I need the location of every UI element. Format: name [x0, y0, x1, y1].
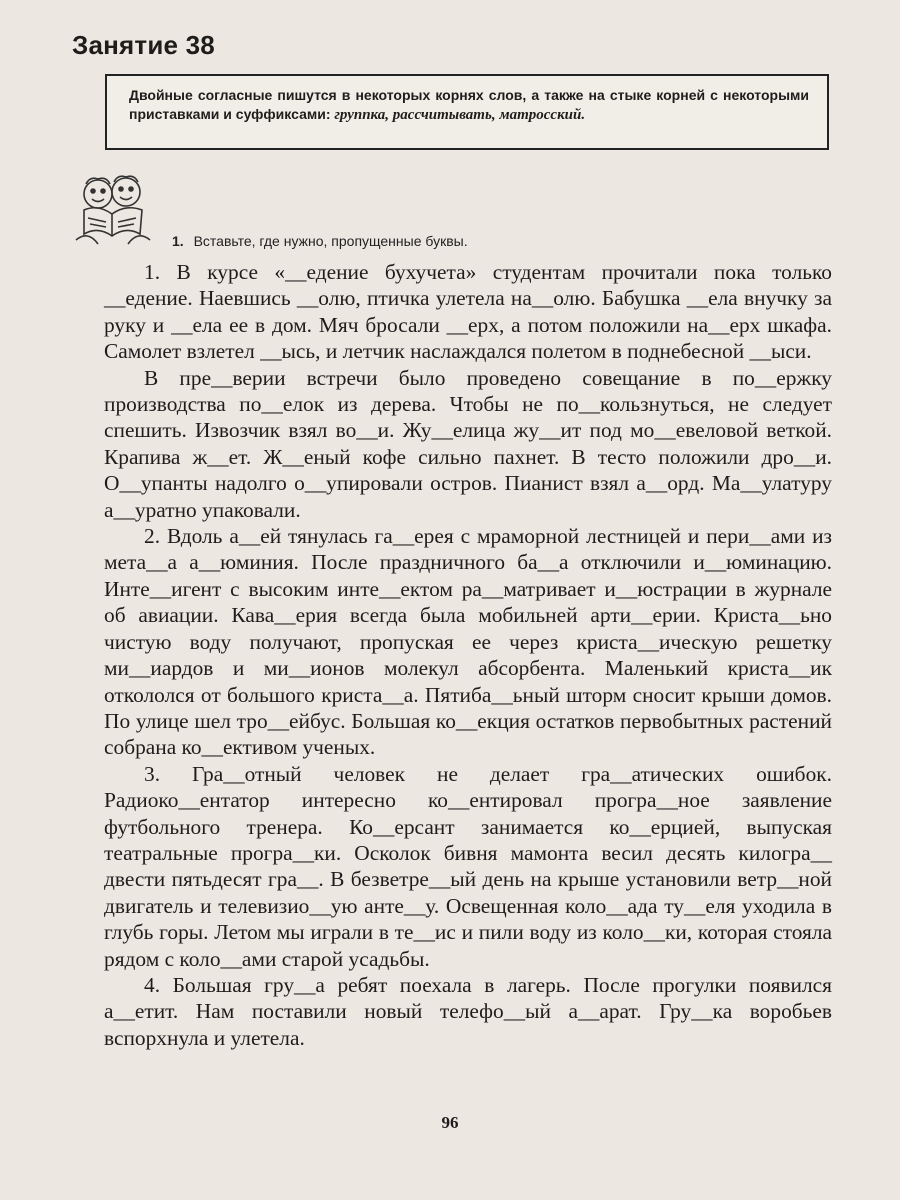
page-number: 96 — [441, 1113, 459, 1132]
exercise-paragraph: 4. Большая гру__а ребят поехала в лагерь. После прогулки появился а__етит. Нам поставили новый телефо__ый а__арат. Гру__ка воробьев вспорхнула и улетела. — [104, 972, 832, 1050]
exercise-paragraph: 2. Вдоль а__ей тянулась га__ерея с мраморной лестницей и пери__ами из мета__а а__юминия. После праздничного ба__а отключили и__юминацию. Инте__игент с высоким инте__ектом ра__матривает и__юстрации в журнале об авиации. Кава__ерия всегда была мобильней арти__ерии. Криста__ьно чистую воду получают, пропуская ее через криста__ическую решетку ми__иардов и ми__ионов молекул абсорбента. Маленький криста__ик откололся от большого криста__а. Пятиба__ьный шторм сносит крыши домов. По улице шел тро__ейбус. Большая ко__екция остатков первобытных растений собрана ко__ективом ученых. — [104, 524, 832, 760]
task-number: 1. — [172, 233, 184, 249]
exercise-paragraph: В пре__верии встречи было проведено совещание в по__ержку производства по__елок из дерева. Чтобы не по__кользнуться, не следует спешить. Извозчик взял во__и. Жу__елица жу__ит под мо__евеловой веткой. Крапива ж__ет. Ж__еный кофе сильно пахнет. В тесто положили дро__и. О__упанты надолго о__упировали остров. Пианист взял а__орд. Ма__улатуру а__уратно упаковали. — [104, 365, 832, 522]
rule-text: Двойные согласные пишутся в некоторых корнях слов, а также на стыке корней с некоторыми приставками и суффиксами: — [129, 87, 809, 122]
exercise-paragraph: 3. Гра__отный человек не делает гра__атических ошибок. Радиоко__ентатор интересно ко__ентировал програ__ное заявление футбольного тренера. Ко__ерсант занимается ко__ерцией, выпуская театральные програ__ки. Осколок бивня мамонта весил десять килогра__ двести пятьдесят гра__. В безветре__ый день на крыше установили ветр__ной двигатель и телевизио__ую анте__у. Освещенная коло__ада ту__еля уходила в глубь горы. Летом мы играли в те__ис и пили воду из коло__ки, которая стояла рядом с коло__ами старой усадьбы. — [104, 761, 832, 971]
rule-box — [105, 74, 829, 150]
reading-kids-illustration-icon — [68, 170, 156, 250]
rule-examples: группка, рассчитывать, матросский. — [334, 107, 586, 123]
task-instruction-text: Вставьте, где нужно, пропущенные буквы. — [193, 233, 468, 249]
lesson-title: Занятие 38 — [72, 30, 215, 60]
task-instruction — [172, 233, 468, 249]
exercise-paragraph: 1. В курсе «__едение бухучета» студентам прочитали пока только __едение. Наевшись __олю, птичка улетела на__олю. Бабушка __ела внучку за руку и __ела ее в дом. Мяч бросали __ерх, а потом положили на__ерх шкафа. Самолет взлетел __ысь, и летчик наслаждался полетом в поднебесной __ыси. — [104, 260, 832, 364]
exercise-text — [104, 259, 832, 1051]
